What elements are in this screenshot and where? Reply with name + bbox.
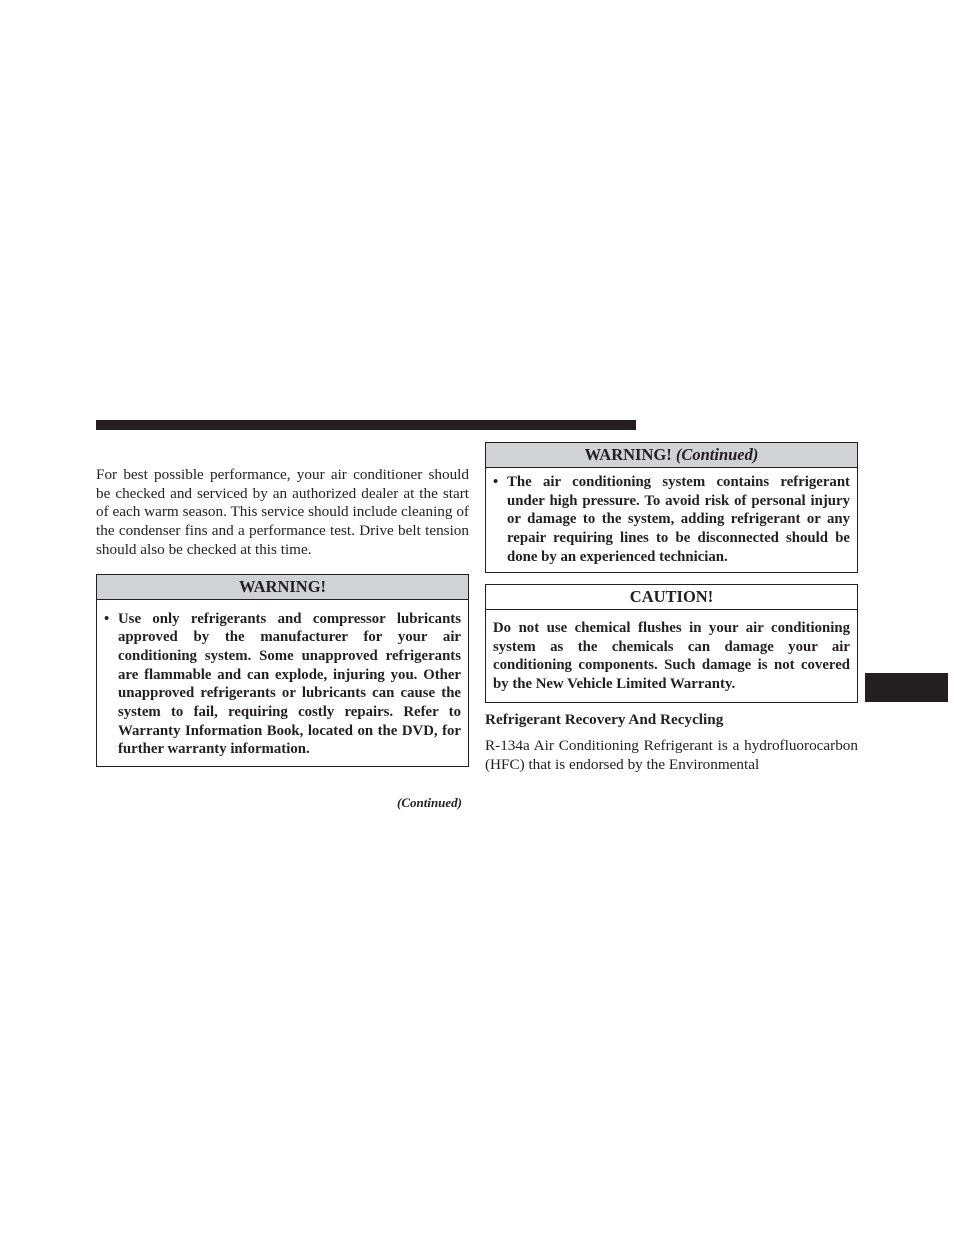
warning-continued-header	[486, 443, 857, 468]
warning-continued-text: The air conditioning system contains refrigerant under high pressure. To avoid risk of personal injury or damage to the system, adding refrigerant or any repair requiring lines to be disconnected should be done by an experienced technician.	[507, 474, 850, 565]
warning-continued-bullet-item	[493, 473, 850, 567]
caution-box	[485, 584, 858, 703]
warning-continued-box	[485, 442, 858, 573]
section-tab-marker	[865, 673, 948, 702]
bullet-icon: •	[493, 474, 499, 490]
warning-body	[97, 600, 468, 768]
continued-footer: (Continued)	[396, 795, 462, 810]
warning-continued-suffix: (Continued)	[675, 445, 759, 464]
section-heading: Refrigerant Recovery And Recycling	[485, 711, 724, 728]
caution-body: Do not use chemical flushes in your air conditioning system as the chemicals can damage your air conditioning components. Such damage is not covered by the New Vehicle Limited Warranty.	[493, 620, 850, 693]
left-column	[96, 466, 469, 767]
warning-continued-title: WARNING!	[584, 445, 672, 464]
warning-continued-body	[486, 468, 857, 573]
right-column	[485, 442, 858, 774]
intro-paragraph: For best possible performance, your air conditioner should be checked and serviced by an authorized dealer at the start of each warm season. This service should include cleaning of the condenser fins and a performance test. Drive belt tension should also be checked at this time.	[96, 466, 469, 558]
warning-bullet-item	[104, 610, 461, 760]
section-paragraph: R-134a Air Conditioning Refrigerant is a hydrofluorocarbon (HFC) that is endorsed by the Environmental	[485, 737, 858, 773]
top-rule	[96, 420, 636, 430]
warning-box	[96, 574, 469, 767]
warning-text: Use only refrigerants and compressor lubricants approved by the manufacturer for your air conditioning system. Some unapproved refrigerants are flammable and can explode, injuring you. Other unapproved refrigerants or lubricants can cause the system to fail, requiring costly repairs. Refer to Warranty Information Book, located on the DVD, for further warranty information.	[118, 610, 461, 758]
caution-header: CAUTION!	[486, 585, 857, 610]
bullet-icon: •	[104, 610, 110, 627]
warning-header: WARNING!	[97, 575, 468, 600]
